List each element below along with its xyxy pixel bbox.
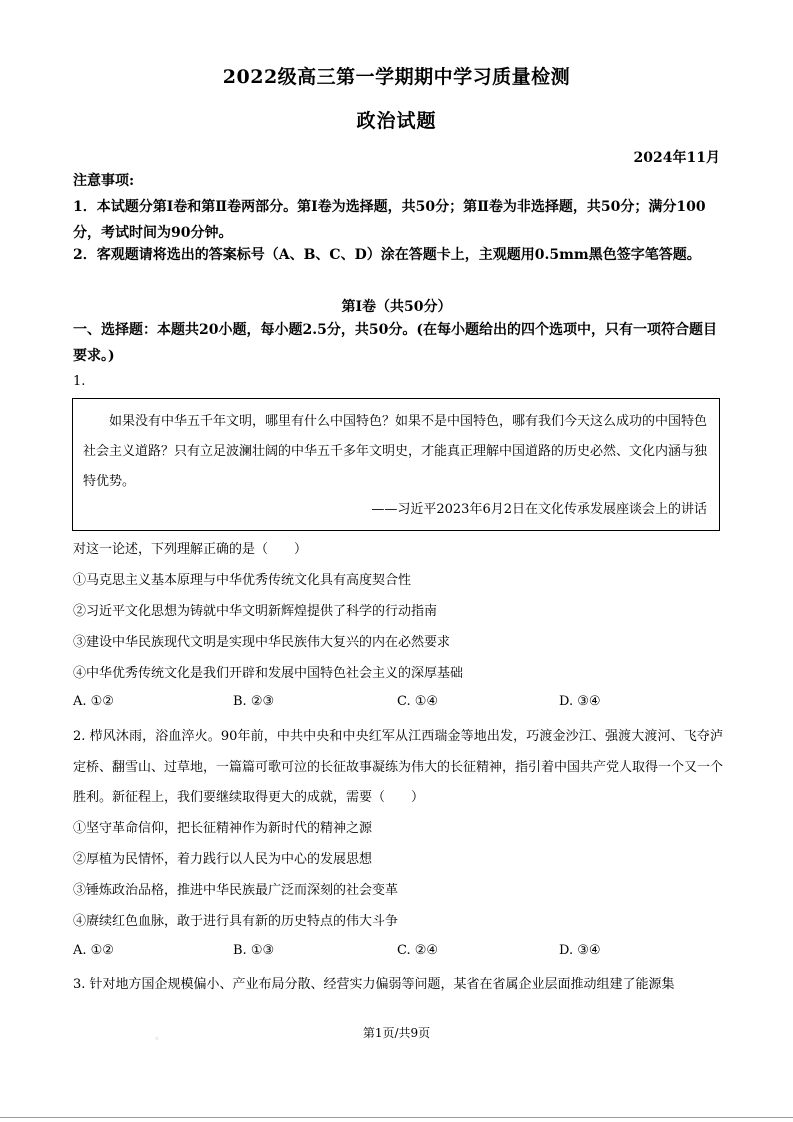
notice-item-2: 2．客观题请将选出的答案标号（A、B、C、D）涂在答题卡上，主观题用0.5mm黑色签字笔答题。 (73, 247, 701, 263)
option-a[interactable]: A. ①② (73, 943, 114, 958)
page-number: 第1页/共9页 (362, 1026, 431, 1040)
question-2-options (73, 943, 723, 965)
option-c[interactable]: C. ①④ (397, 694, 439, 709)
quote-text: 如果没有中华五千年文明，哪里有什么中国特色？如果不是中国特色，哪有我们今天这么成功的中国特色社会主义道路？只有立足波澜壮阔的中华五千多年文明史，才能真正理解中国道路的历史必然、文化内涵与独特优势。 (83, 414, 708, 489)
option-d[interactable]: D. ③④ (559, 943, 601, 958)
question-2-statement-3: ③锤炼政治品格，推进中华民族最广泛而深刻的社会变革 (73, 883, 399, 898)
section-title: 第Ⅰ卷（共50分） (341, 299, 452, 315)
question-1-number: 1. (73, 374, 86, 389)
faint-mark: 。 (155, 1031, 165, 1042)
option-d[interactable]: D. ③④ (559, 694, 601, 709)
question-3-stem: 3. 针对地方国企规模偏小、产业布局分散、经营实力偏弱等问题，某省在省属企业层面推动组建了能源集 (73, 977, 675, 992)
exam-subject: 政治试题 (356, 110, 437, 132)
question-1-stem: 对这一论述，下列理解正确的是（ ） (73, 542, 308, 557)
quote-box (72, 398, 720, 531)
question-1-statement-4: ④中华优秀传统文化是我们开辟和发展中国特色社会主义的深厚基础 (73, 666, 464, 681)
question-2-statement-2: ②厚植为民情怀，着力践行以人民为中心的发展思想 (73, 852, 373, 867)
question-1-options (73, 694, 723, 716)
option-b[interactable]: B. ①③ (233, 943, 275, 958)
exam-title: 2022级高三第一学期期中学习质量检测 (222, 66, 571, 88)
option-b[interactable]: B. ②③ (233, 694, 275, 709)
question-1-statement-2: ②习近平文化思想为铸就中华文明新辉煌提供了科学的行动指南 (73, 604, 438, 619)
notice-item-1: 1．本试题分第Ⅰ卷和第Ⅱ卷两部分。第Ⅰ卷为选择题，共50分；第Ⅱ卷为非选择题，共50分；满分100分，考试时间为90分钟。 (73, 199, 706, 241)
question-2-stem: 2. 栉风沐雨，浴血淬火。90年前，中共中央和中央红军从江西瑞金等地出发，巧渡金沙江、强渡大渡河、飞夺泸定桥、翻雪山、过草地，一篇篇可歌可泣的长征故事凝练为伟大的长征精神，指引着中国共产党人取得一个又一个胜利。新征程上，我们要继续取得更大的成就，需要（ ） (73, 729, 724, 805)
notice-heading: 注意事项: (73, 173, 135, 189)
question-2-statement-4: ④赓续红色血脉，敢于进行具有新的历史特点的伟大斗争 (73, 914, 399, 929)
option-c[interactable]: C. ②④ (397, 943, 439, 958)
quote-source: ——习近平2023年6月2日在文化传承发展座谈会上的讲话 (371, 502, 707, 517)
option-a[interactable]: A. ①② (73, 694, 114, 709)
exam-date: 2024年11月 (633, 150, 720, 166)
question-1-statement-1: ①马克思主义基本原理与中华优秀传统文化具有高度契合性 (73, 573, 412, 588)
question-2-statement-1: ①坚守革命信仰，把长征精神作为新时代的精神之源 (73, 821, 373, 836)
section-description: 一、选择题：本题共20小题，每小题2.5分，共50分。(在每小题给出的四个选项中，只有一项符合题目要求。) (73, 322, 717, 364)
question-1-statement-3: ③建设中华民族现代文明是实现中华民族伟大复兴的内在必然要求 (73, 635, 451, 650)
page-bottom-divider (0, 1117, 793, 1118)
